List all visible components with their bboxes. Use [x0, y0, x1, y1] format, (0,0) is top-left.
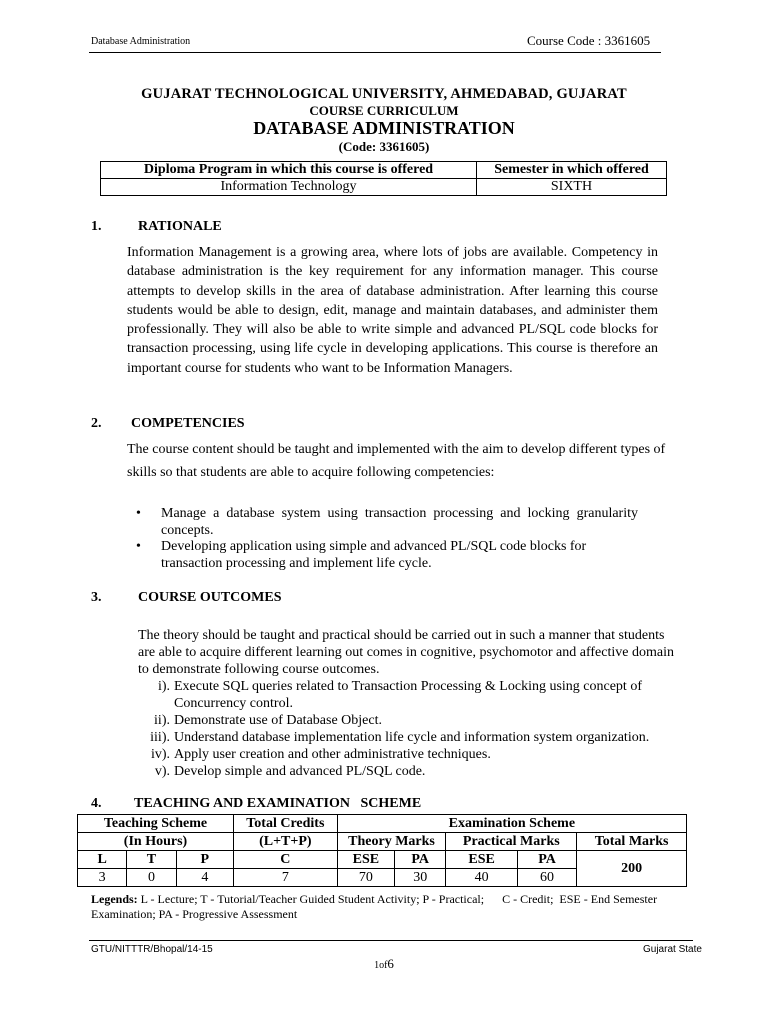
val-p: 4 [176, 869, 233, 887]
list-item: ii). Demonstrate use of Database Object. [154, 713, 382, 728]
header-rule [89, 52, 661, 53]
col-c: C [234, 851, 338, 869]
col-theory-pa: PA [395, 851, 446, 869]
col-theory-ese: ESE [337, 851, 394, 869]
competencies-text: The course content should be taught and implemented with the aim to develop different types of skills so that students are able to acquire following competencies: [127, 442, 666, 480]
val-theory-ese: 70 [337, 869, 394, 887]
section-4-title: TEACHING AND EXAMINATION SCHEME [134, 796, 422, 811]
semester-header: Semester in which offered [477, 162, 667, 179]
course-code: (Code: 3361605) [338, 139, 430, 154]
exam-scheme-header: Examination Scheme [337, 815, 686, 833]
outcomes-list [123, 678, 653, 780]
list-item: iii). Understand database implementation life cycle and information system organization. [150, 730, 650, 745]
legend-text: L - Lecture; T - Tutorial/Teacher Guided Student Activity; P - Practical; C - Credit; ESE - End Semester Examination; PA - Progressive Assessment [91, 892, 661, 921]
university-title: GUJARAT TECHNOLOGICAL UNIVERSITY, AHMEDABAD, GUJARAT [141, 86, 627, 102]
list-item: i). Execute SQL queries related to Transaction Processing & Locking using concept of Concurrency control. [157, 679, 642, 711]
header-left: Database Administration [91, 36, 191, 47]
val-practical-ese: 40 [446, 869, 517, 887]
val-theory-pa: 30 [395, 869, 446, 887]
total-marks-header: Total Marks [577, 833, 687, 851]
outcomes-intro: The theory should be taught and practical should be carried out in such a manner that students are able to acquire different learning out comes in cognitive, psychomotor and affective domain to demonstrate following course outcomes. [138, 628, 674, 677]
col-t: T [127, 851, 176, 869]
col-l: L [78, 851, 127, 869]
page-total: 6 [387, 956, 394, 971]
legend [91, 892, 681, 922]
credits-header: Total Credits [234, 815, 338, 833]
val-c: 7 [234, 869, 338, 887]
rationale-text: Information Management is a growing area, where lots of jobs are available. Competency in database administration is the key requirement for any information manager. This course attempts to develop skills in the area of database administration. After learning this course students would be able to design, edit, manage and maintain databases, and administer them professionally. They will also be able to write simple and advanced PL/SQL code blocks for transaction processing, using life cycle in developing applications. This course is therefore an important course for students who want to be Information Managers. [127, 245, 658, 376]
list-item: • Developing application using simple and advanced PL/SQL code blocks for transaction processing and implement life cycle. [134, 539, 638, 572]
footer-rule [89, 940, 693, 941]
col-practical-pa: PA [517, 851, 576, 869]
semester-value: SIXTH [477, 179, 667, 196]
program-table [100, 161, 667, 196]
section-2-number: 2. [91, 416, 102, 431]
section-3-number: 3. [91, 590, 102, 605]
page-number [0, 956, 768, 972]
course-title: DATABASE ADMINISTRATION [253, 118, 515, 138]
footer-right: Gujarat State [643, 944, 702, 955]
section-2-title: COMPETENCIES [131, 416, 245, 431]
list-item: v). Develop simple and advanced PL/SQL code. [154, 764, 426, 779]
page-of: 1of [374, 960, 388, 971]
header-right: Course Code : 3361605 [527, 33, 651, 48]
theory-marks-header: Theory Marks [337, 833, 446, 851]
val-l: 3 [78, 869, 127, 887]
program-value: Information Technology [101, 179, 477, 196]
col-practical-ese: ESE [446, 851, 517, 869]
curriculum-title: COURSE CURRICULUM [309, 103, 459, 118]
section-3-title: COURSE OUTCOMES [138, 590, 282, 605]
practical-marks-header: Practical Marks [446, 833, 577, 851]
val-practical-pa: 60 [517, 869, 576, 887]
teaching-scheme-header: Teaching Scheme [78, 815, 234, 833]
legend-label: Legends: [91, 892, 138, 906]
list-item: iv). Apply user creation and other administrative techniques. [150, 747, 491, 762]
footer-left: GTU/NITTTR/Bhopal/14-15 [91, 944, 213, 955]
in-hours-label: (In Hours) [78, 833, 234, 851]
scheme-table [77, 814, 687, 887]
col-p: P [176, 851, 233, 869]
section-1-title: RATIONALE [138, 219, 222, 234]
ltp-label: (L+T+P) [234, 833, 338, 851]
list-item: • Manage a database system using transaction processing and locking granularity concepts. [134, 506, 638, 539]
total-marks-value: 200 [577, 851, 687, 887]
program-header: Diploma Program in which this course is offered [101, 162, 477, 179]
competencies-list [134, 506, 638, 572]
section-1-number: 1. [91, 219, 102, 234]
val-t: 0 [127, 869, 176, 887]
section-4-number: 4. [91, 796, 102, 811]
